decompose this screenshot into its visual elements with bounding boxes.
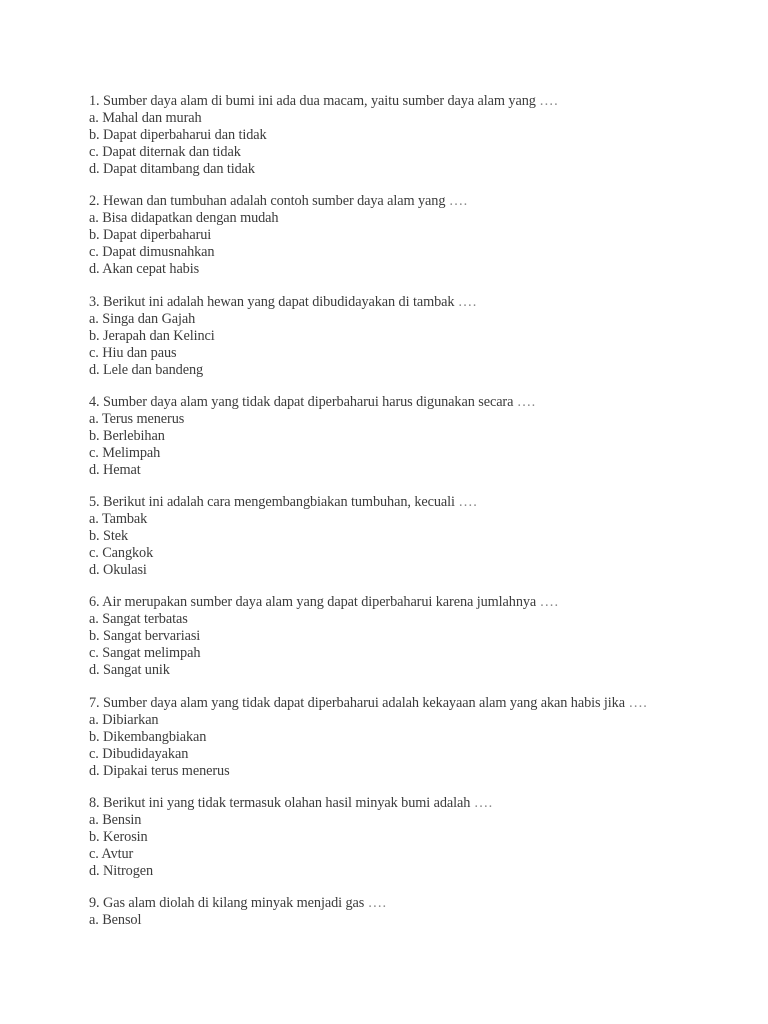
option-text: Sangat unik	[103, 662, 170, 679]
option-letter: c.	[89, 344, 99, 361]
option-letter: d.	[89, 762, 100, 779]
option-c	[89, 746, 729, 763]
option-c	[89, 545, 729, 562]
question-text	[89, 695, 729, 712]
question-number: 6.	[89, 594, 100, 611]
option-d	[89, 161, 729, 178]
option-a	[89, 411, 729, 428]
question-text	[89, 193, 729, 210]
option-text: Cangkok	[102, 545, 154, 562]
question-number: 9.	[89, 895, 100, 912]
question-text	[89, 594, 729, 611]
option-a	[89, 311, 729, 328]
option-d	[89, 261, 729, 278]
option-text: Mahal dan murah	[102, 110, 202, 126]
option-text: Kerosin	[103, 829, 148, 846]
question-body: Gas alam diolah di kilang minyak menjadi gas	[103, 895, 365, 912]
option-letter: b.	[89, 427, 100, 444]
question-8	[89, 795, 729, 895]
question-body: Berikut ini adalah hewan yang dapat dibudidayakan di tambak	[103, 293, 455, 310]
option-letter: b.	[89, 227, 100, 244]
option-letter: b.	[89, 728, 100, 745]
option-d	[89, 662, 729, 679]
blank-dots: ….	[539, 594, 559, 611]
question-9	[89, 895, 729, 995]
question-text	[89, 294, 729, 311]
option-text: Hiu dan paus	[102, 344, 177, 361]
option-letter: b.	[89, 628, 100, 645]
option-b	[89, 528, 729, 545]
option-letter: d.	[89, 562, 100, 579]
option-letter: d.	[89, 261, 100, 278]
option-letter: a.	[89, 410, 99, 427]
option-text: Sangat bervariasi	[103, 628, 201, 645]
option-letter: a.	[89, 912, 99, 929]
question-text	[89, 895, 729, 912]
option-letter: d.	[89, 361, 100, 378]
option-letter: c.	[89, 545, 99, 562]
question-2	[89, 193, 729, 293]
option-text: Hemat	[103, 461, 141, 478]
option-text: Jerapah dan Kelinci	[103, 327, 215, 344]
question-4	[89, 394, 729, 494]
option-a	[89, 912, 729, 929]
option-d	[89, 863, 729, 880]
option-text: Dapat dimusnahkan	[102, 244, 215, 261]
option-letter: c.	[89, 444, 99, 461]
question-number: 3.	[89, 293, 100, 310]
option-text: Sangat terbatas	[102, 611, 188, 628]
option-c	[89, 445, 729, 462]
option-text: Sangat melimpah	[102, 645, 201, 662]
question-body: Sumber daya alam yang tidak dapat diperbaharui harus digunakan secara	[103, 393, 514, 410]
option-c	[89, 846, 729, 863]
option-letter: b.	[89, 327, 100, 344]
option-b	[89, 127, 729, 144]
option-text: Nitrogen	[103, 863, 154, 880]
question-text	[89, 494, 729, 511]
question-5	[89, 494, 729, 594]
option-letter: a.	[89, 210, 99, 227]
option-d	[89, 362, 729, 379]
question-3	[89, 294, 729, 394]
question-body: Hewan dan tumbuhan adalah contoh sumber daya alam yang	[103, 193, 446, 210]
question-body: Berikut ini yang tidak termasuk olahan hasil minyak bumi adalah	[103, 795, 471, 812]
option-text: Bensol	[102, 912, 142, 929]
option-letter: d.	[89, 662, 100, 679]
blank-dots: ….	[516, 393, 536, 410]
option-text: Tambak	[101, 511, 148, 528]
option-letter: a.	[89, 711, 99, 728]
option-text: Dapat diternak dan tidak	[102, 144, 241, 160]
option-text: Dapat diperbaharui dan tidak	[103, 127, 267, 143]
option-d	[89, 462, 729, 479]
option-c	[89, 144, 729, 161]
option-text: Akan cepat habis	[102, 261, 200, 278]
question-body: Sumber daya alam di bumi ini ada dua macam, yaitu sumber daya alam yang	[103, 93, 536, 109]
option-letter: b.	[89, 528, 100, 545]
option-text: Bensin	[102, 812, 142, 829]
option-letter: b.	[89, 127, 100, 143]
question-body: Air merupakan sumber daya alam yang dapat diperbaharui karena jumlahnya	[102, 594, 537, 611]
option-c	[89, 645, 729, 662]
option-d	[89, 763, 729, 780]
option-text: Dibiarkan	[102, 711, 159, 728]
question-6	[89, 594, 729, 694]
option-text: Bisa didapatkan dengan mudah	[102, 210, 279, 227]
option-text: Dapat ditambang dan tidak	[103, 161, 255, 177]
blank-dots: ….	[473, 795, 493, 812]
blank-dots: ….	[628, 694, 648, 711]
option-a	[89, 110, 729, 127]
option-letter: d.	[89, 461, 100, 478]
option-letter: c.	[89, 645, 99, 662]
option-letter: a.	[89, 812, 99, 829]
option-letter: c.	[89, 745, 99, 762]
option-a	[89, 812, 729, 829]
question-number: 4.	[89, 393, 100, 410]
option-letter: c.	[89, 846, 99, 863]
question-text	[89, 394, 729, 411]
question-7	[89, 695, 729, 795]
option-letter: d.	[89, 161, 100, 177]
question-body: Berikut ini adalah cara mengembangbiakan tumbuhan, kecuali	[103, 494, 455, 511]
question-text	[89, 795, 729, 812]
option-b	[89, 227, 729, 244]
option-text: Singa dan Gajah	[102, 310, 196, 327]
document-page	[89, 93, 729, 996]
question-1	[89, 93, 729, 193]
option-text: Stek	[103, 528, 129, 545]
option-c	[89, 345, 729, 362]
question-text	[89, 93, 729, 110]
option-letter: c.	[89, 144, 99, 160]
question-number: 8.	[89, 795, 100, 812]
option-letter: b.	[89, 829, 100, 846]
option-letter: c.	[89, 244, 99, 261]
option-a	[89, 210, 729, 227]
option-letter: a.	[89, 611, 99, 628]
option-letter: a.	[89, 310, 99, 327]
option-text: Terus menerus	[101, 410, 185, 427]
blank-dots: ….	[448, 193, 468, 210]
question-body: Sumber daya alam yang tidak dapat diperbaharui adalah kekayaan alam yang akan habis jika	[103, 694, 625, 711]
option-b	[89, 729, 729, 746]
option-text: Melimpah	[102, 444, 161, 461]
question-number: 2.	[89, 193, 100, 210]
option-d	[89, 562, 729, 579]
option-b	[89, 829, 729, 846]
option-letter: a.	[89, 511, 99, 528]
blank-dots: ….	[367, 895, 387, 912]
option-c	[89, 244, 729, 261]
option-text: Berlebihan	[103, 427, 165, 444]
option-b	[89, 428, 729, 445]
option-letter: d.	[89, 863, 100, 880]
option-text: Dibudidayakan	[102, 745, 189, 762]
option-text: Okulasi	[103, 562, 147, 579]
option-text: Dipakai terus menerus	[103, 762, 230, 779]
blank-dots: ….	[539, 93, 559, 109]
question-number: 5.	[89, 494, 100, 511]
option-text: Avtur	[101, 846, 134, 863]
option-text: Lele dan bandeng	[103, 361, 204, 378]
blank-dots: ….	[458, 494, 478, 511]
option-letter: a.	[89, 110, 99, 126]
option-text: Dapat diperbaharui	[103, 227, 212, 244]
question-number: 7.	[89, 694, 100, 711]
option-text: Dikembangbiakan	[103, 728, 207, 745]
blank-dots: ….	[457, 293, 477, 310]
option-b	[89, 628, 729, 645]
question-number: 1.	[89, 93, 100, 109]
option-b	[89, 328, 729, 345]
option-a	[89, 511, 729, 528]
option-a	[89, 611, 729, 628]
option-a	[89, 712, 729, 729]
